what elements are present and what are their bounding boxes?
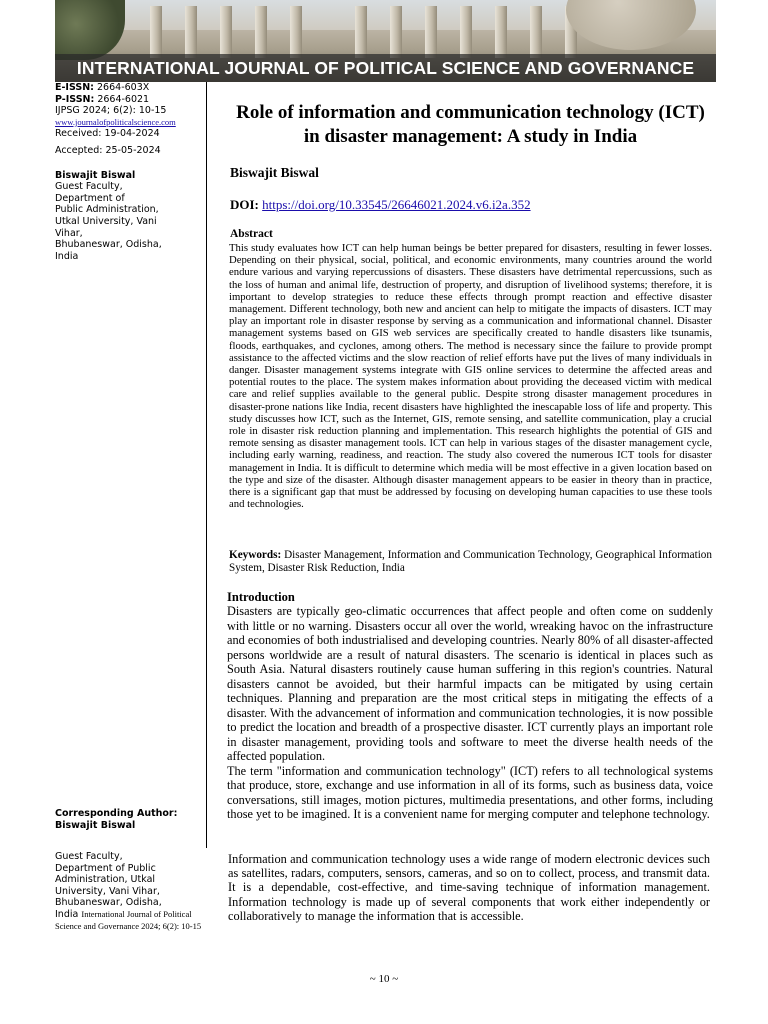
banner-column bbox=[220, 6, 232, 58]
banner-dome bbox=[566, 0, 696, 50]
e-issn: E-ISSN: 2664-603X bbox=[55, 82, 150, 93]
banner-column bbox=[290, 6, 302, 58]
journal-banner bbox=[55, 0, 716, 82]
banner-column bbox=[425, 6, 437, 58]
corresponding-affiliation: Guest Faculty, Department of Public Administration, Utkal University, Vani Vihar, Bhubaneswar, Odisha, India International Journal of Political Science and Governance 2024; 6(2): 10-15 bbox=[55, 851, 202, 931]
intro-paragraph: Information and communication technology uses a wide range of modern electronic devices such as satellites, radars, computers, sensors, cameras, and so on to collect, process, and transmit data. It is a dependable, cost-effective, and time-saving technique of information management. Information technology is made up of several components that work either independently or collaboratively to manage the information that is accessible. bbox=[228, 852, 710, 923]
journal-website-link[interactable]: www.journalofpoliticalscience.com bbox=[55, 116, 176, 127]
received-date: Received: 19-04-2024 bbox=[55, 128, 160, 140]
p-issn: P-ISSN: 2664-6021 bbox=[55, 93, 150, 105]
abstract-heading: Abstract bbox=[230, 228, 273, 240]
banner-column bbox=[255, 6, 267, 58]
keywords: Keywords: Disaster Management, Information and Communication Technology, Geographical Information System, Disaster Risk Reduction, India bbox=[229, 549, 712, 574]
banner-column bbox=[460, 6, 472, 58]
introduction-heading: Introduction bbox=[227, 590, 295, 604]
journal-citation: IJPSG 2024; 6(2): 10-15 bbox=[55, 105, 167, 117]
corresponding-author: Corresponding Author: Biswajit Biswal bbox=[55, 808, 178, 831]
banner-column bbox=[185, 6, 197, 58]
intro-paragraph: Disasters are typically geo-climatic occurrences that affect people and often come on suddenly with little or no warning. Disasters occur all over the world, wreaking havoc on the infrastructure and economies of both industrialised and developing countries. Nearly 80% of all disaster-affected persons worldwide are a result of natural disasters. The scenario is identical in places such as South Asia. Natural disasters routinely cause human suffering in this region's countries. Natural disasters cannot be avoided, but their harmful impacts can be mitigated by using certain techniques. Planning and preparation are the most critical steps in mitigating the effects of a disaster. With the advancement of information and communication technologies, it is now possible to predict the location and breadth of a prospective disaster. ICT currently plays an important role in disaster management, providing tools and software to meet the diverse health needs of the affected population. bbox=[227, 604, 713, 763]
paper-title: Role of information and communication technology (ICT) in disaster management: A study in India bbox=[236, 102, 705, 147]
journal-banner-title: INTERNATIONAL JOURNAL OF POLITICAL SCIENCE AND GOVERNANCE bbox=[76, 58, 695, 78]
paper-author: Biswajit Biswal bbox=[230, 165, 319, 180]
page-number: ~ 10 ~ bbox=[369, 973, 399, 985]
doi-link[interactable]: https://doi.org/10.33545/26646021.2024.v6.i2a.352 bbox=[262, 197, 531, 212]
banner-column bbox=[530, 6, 542, 58]
column-divider bbox=[206, 82, 207, 848]
author-block-name: Biswajit Biswal bbox=[55, 169, 136, 181]
abstract-text: This study evaluates how ICT can help human beings be better prepared for disasters, resulting in fewer losses. Depending on their physical, social, political, and economic environments, many countries around the world endure various and varying repercussions of disasters. These disasters have detrimental repercussions, such as the loss of human and animal life, destruction of property, and disruption of livelihood systems; therefore, it is important to develop strategies to reduce these effects through prompt reaction and effective disaster management. Different technology, both new and ancient can help to mitigate the impacts of disasters. ICT may play an important role in disaster response by serving as a communication and informational channel. Disaster management systems based on GIS web services are specifically created to handle disasters like tsunamis, floods, earthquakes, and cyclones, among others. The method is necessary since the failure to provide prompt assistance to the affected victims and the slow reaction of relief efforts have put the lives of many individuals in danger. Disaster management systems integrate with GIS online services to determine the affected areas and potential routes to the place. The system makes information about providing the deceased victim with medical care and relief supplies available to the general public. Despite strong disaster management procedures in disaster-prone nations like India, recent disasters have highlighted the inescapable loss of life and property. This study discusses how ICT, such as the Internet, GIS, remote sensing, and satellite communication, play a crucial role in disaster risk reduction planning and implementation. This research highlights the potential of GIS and remote sensing as disaster management tools. ICT can help in various stages of the disaster management cycle, including early warning, readiness, and reaction. The study also covered the numerous ICT tools for disaster management in India. It is difficult to determine which media will be most effective in a given location based on the type and size of the disaster. Although disaster management appears to be easier in theory than in practice, there is a significant gap that must be addressed by focusing on developing human capacities to use these tools and technologies. bbox=[229, 242, 712, 511]
footer-citation: International Journal of Political Science and Governance 2024; 6(2): 10-15 bbox=[55, 908, 202, 931]
banner-tree bbox=[55, 0, 125, 60]
banner-column bbox=[390, 6, 402, 58]
banner-column bbox=[495, 6, 507, 58]
doi: DOI: https://doi.org/10.33545/26646021.2024.v6.i2a.352 bbox=[230, 197, 531, 212]
author-affiliation: Guest Faculty, Department of Public Administration, Utkal University, Vani Vihar, Bhubaneswar, Odisha, India bbox=[55, 181, 162, 262]
introduction-body bbox=[227, 604, 713, 822]
intro-paragraph: The term "information and communication technology" (ICT) refers to all technological systems that produce, store, exchange and use information in all of its forms, such as business data, voice conversations, still images, motion pictures, multimedia presentations, and other forms, including those yet to be imagined. It is a convenient name for merging computer and telephone technology. bbox=[227, 763, 713, 821]
banner-column bbox=[355, 6, 367, 58]
journal-meta bbox=[55, 82, 205, 262]
banner-column bbox=[150, 6, 162, 58]
accepted-date: Accepted: 25-05-2024 bbox=[55, 144, 161, 156]
